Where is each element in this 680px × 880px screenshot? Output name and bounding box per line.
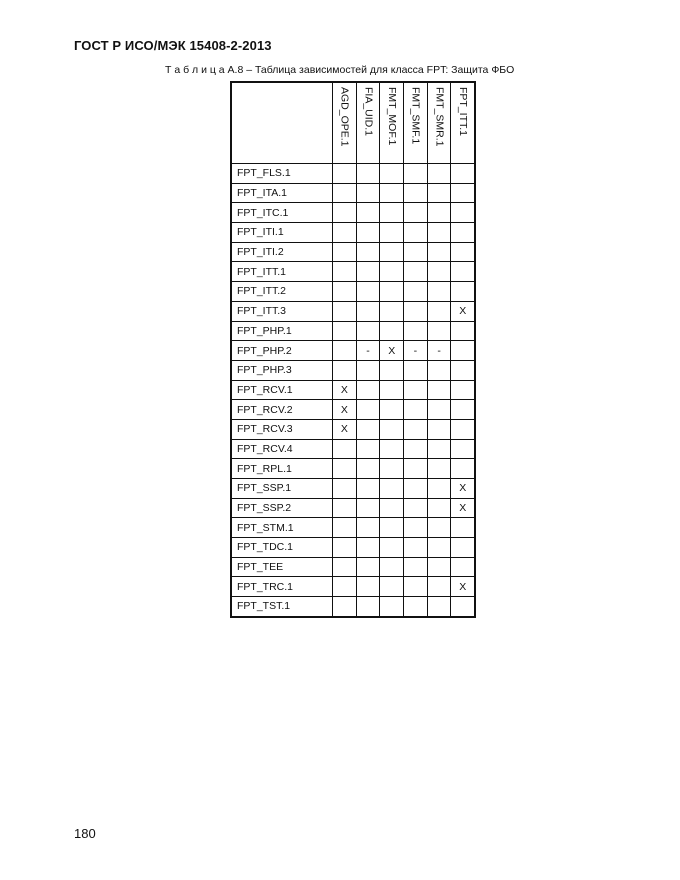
table-row: [231, 538, 475, 558]
dependency-cell: [333, 341, 357, 361]
dependency-cell: X: [333, 400, 357, 420]
dependency-cell: [427, 203, 451, 223]
dependency-cell: [451, 597, 475, 617]
dependency-cell: [356, 203, 380, 223]
dependency-cell: [451, 242, 475, 262]
dependency-cell: [333, 301, 357, 321]
row-label: FPT_PHP.2: [231, 341, 333, 361]
dependency-cell: [427, 419, 451, 439]
dependency-cell: [404, 538, 428, 558]
dependency-cell: [404, 380, 428, 400]
dependency-cell: [427, 360, 451, 380]
dependency-cell: [404, 400, 428, 420]
table-row: [231, 479, 475, 499]
dependency-cell: [333, 597, 357, 617]
dependency-cell: [427, 577, 451, 597]
dependency-cell: [380, 282, 404, 302]
dependency-cell: [427, 282, 451, 302]
dependency-cell: [380, 164, 404, 184]
dependency-cell: X: [451, 577, 475, 597]
dependency-cell: [404, 577, 428, 597]
dependency-cell: [333, 498, 357, 518]
dependency-cell: [427, 400, 451, 420]
dependency-cell: [356, 301, 380, 321]
column-header-label: FMT_SMF.1: [409, 87, 422, 145]
table-row: [231, 262, 475, 282]
row-label: FPT_ITA.1: [231, 183, 333, 203]
dependency-cell: [451, 341, 475, 361]
column-header: [404, 82, 428, 164]
dependency-cell: [356, 242, 380, 262]
column-header-label: FMT_SMR.1: [433, 87, 446, 147]
dependency-cell: [356, 419, 380, 439]
dependency-cell: [427, 164, 451, 184]
dependency-cell: [427, 223, 451, 243]
dependency-cell: [356, 518, 380, 538]
row-label: FPT_RPL.1: [231, 459, 333, 479]
dependency-cell: [451, 282, 475, 302]
column-header-label: AGD_OPE.1: [338, 87, 351, 147]
dependency-cell: [404, 479, 428, 499]
row-label: FPT_RCV.1: [231, 380, 333, 400]
table-row: [231, 203, 475, 223]
dependency-cell: [380, 479, 404, 499]
table-row: [231, 577, 475, 597]
dependency-cell: [427, 380, 451, 400]
row-label: FPT_PHP.3: [231, 360, 333, 380]
dependency-cell: [333, 183, 357, 203]
table-row: [231, 360, 475, 380]
row-label: FPT_SSP.1: [231, 479, 333, 499]
document-header: ГОСТ Р ИСО/МЭК 15408-2-2013: [74, 38, 272, 53]
dependency-cell: [333, 459, 357, 479]
dependency-cell: [404, 518, 428, 538]
dependency-cell: [356, 597, 380, 617]
table-row: [231, 439, 475, 459]
row-label: FPT_ITC.1: [231, 203, 333, 223]
dependency-cell: [356, 498, 380, 518]
row-label: FPT_ITI.1: [231, 223, 333, 243]
dependency-cell: [333, 577, 357, 597]
dependency-cell: [333, 439, 357, 459]
dependency-cell: [404, 459, 428, 479]
dependency-cell: [380, 597, 404, 617]
table-row: [231, 341, 475, 361]
dependency-cell: [333, 538, 357, 558]
row-label: FPT_ITT.2: [231, 282, 333, 302]
column-header-label: FPT_ITT.1: [457, 87, 470, 137]
dependency-cell: [380, 577, 404, 597]
dependency-cell: [427, 597, 451, 617]
row-label: FPT_FLS.1: [231, 164, 333, 184]
row-label: FPT_ITI.2: [231, 242, 333, 262]
header-row: [231, 82, 475, 164]
dependency-cell: [333, 262, 357, 282]
dependency-cell: [380, 380, 404, 400]
dependency-cell: [380, 518, 404, 538]
table-row: [231, 459, 475, 479]
dependency-cell: [333, 557, 357, 577]
dependency-cell: [380, 419, 404, 439]
dependency-cell: [451, 380, 475, 400]
row-label: FPT_TEE: [231, 557, 333, 577]
dependency-cell: [427, 242, 451, 262]
dependency-cell: [333, 164, 357, 184]
dependency-cell: [380, 498, 404, 518]
dependency-cell: [427, 301, 451, 321]
dependency-cell: [356, 282, 380, 302]
dependency-cell: [380, 459, 404, 479]
dependency-cell: [451, 400, 475, 420]
table-row: [231, 282, 475, 302]
dependency-cell: [404, 282, 428, 302]
dependency-cell: [356, 400, 380, 420]
dependency-cell: [380, 439, 404, 459]
table-row: [231, 183, 475, 203]
dependency-cell: [333, 518, 357, 538]
dependency-cell: [404, 321, 428, 341]
column-header: [427, 82, 451, 164]
row-label: FPT_TRC.1: [231, 577, 333, 597]
dependency-cell: [427, 262, 451, 282]
dependency-cell: [404, 183, 428, 203]
dependency-cell: [404, 262, 428, 282]
column-header: [380, 82, 404, 164]
dependency-cell: [356, 262, 380, 282]
dependency-cell: [333, 223, 357, 243]
dependency-cell: [427, 321, 451, 341]
dependency-cell: [404, 360, 428, 380]
dependency-cell: [427, 459, 451, 479]
dependency-cell: [427, 439, 451, 459]
dependency-cell: [333, 360, 357, 380]
row-label: FPT_RCV.4: [231, 439, 333, 459]
dependency-cell: X: [333, 380, 357, 400]
dependency-cell: [451, 321, 475, 341]
dependency-cell: [451, 538, 475, 558]
dependency-cell: X: [451, 498, 475, 518]
dependency-cell: [404, 164, 428, 184]
dependency-cell: [451, 459, 475, 479]
dependency-cell: [356, 321, 380, 341]
dependency-cell: [356, 164, 380, 184]
dependency-cell: [333, 282, 357, 302]
column-header: [333, 82, 357, 164]
dependency-cell: [404, 301, 428, 321]
dependency-cell: [356, 380, 380, 400]
dependency-cell: X: [451, 479, 475, 499]
dependency-cell: [356, 577, 380, 597]
dependency-cell: [404, 242, 428, 262]
dependency-cell: [427, 183, 451, 203]
dependency-cell: [451, 518, 475, 538]
dependency-cell: [333, 242, 357, 262]
dependency-cell: [427, 557, 451, 577]
dependency-cell: [451, 203, 475, 223]
table-row: [231, 400, 475, 420]
row-label: FPT_ITT.3: [231, 301, 333, 321]
dependency-cell: [356, 459, 380, 479]
table-row: [231, 419, 475, 439]
table-row: [231, 164, 475, 184]
dependency-cell: [404, 203, 428, 223]
dependency-cell: [451, 419, 475, 439]
row-label: FPT_SSP.2: [231, 498, 333, 518]
dependency-cell: [333, 479, 357, 499]
dependency-cell: [380, 400, 404, 420]
row-label: FPT_TDC.1: [231, 538, 333, 558]
dependency-cell: [356, 439, 380, 459]
dependency-cell: X: [333, 419, 357, 439]
dependency-cell: [356, 223, 380, 243]
dependency-cell: [356, 360, 380, 380]
dependency-cell: [380, 183, 404, 203]
column-header: [356, 82, 380, 164]
dependency-cell: X: [380, 341, 404, 361]
table-row: [231, 301, 475, 321]
table-row: [231, 380, 475, 400]
dependency-cell: [380, 262, 404, 282]
dependency-cell: [451, 223, 475, 243]
dependency-cell: [380, 242, 404, 262]
dependency-table: [230, 81, 476, 618]
table-row: [231, 223, 475, 243]
dependency-cell: [380, 223, 404, 243]
dependency-cell: [380, 360, 404, 380]
page-number: 180: [74, 826, 96, 841]
dependency-cell: [404, 557, 428, 577]
table-row: [231, 597, 475, 617]
column-header: [451, 82, 475, 164]
table-caption: Т а б л и ц а А.8 – Таблица зависимостей для класса FPT: Защита ФБО: [165, 64, 515, 76]
dependency-cell: -: [427, 341, 451, 361]
row-label: FPT_STM.1: [231, 518, 333, 538]
row-label: FPT_PHP.1: [231, 321, 333, 341]
dependency-cell: [380, 321, 404, 341]
dependency-cell: [427, 479, 451, 499]
row-label: FPT_ITT.1: [231, 262, 333, 282]
dependency-cell: [451, 262, 475, 282]
corner-cell: [231, 82, 333, 164]
dependency-cell: [404, 419, 428, 439]
dependency-cell: [404, 223, 428, 243]
dependency-cell: [451, 360, 475, 380]
dependency-cell: [404, 498, 428, 518]
table-row: [231, 557, 475, 577]
dependency-cell: [404, 597, 428, 617]
dependency-cell: [356, 479, 380, 499]
dependency-cell: -: [356, 341, 380, 361]
row-label: FPT_RCV.2: [231, 400, 333, 420]
column-header-label: FIA_UID.1: [362, 87, 375, 137]
row-label: FPT_RCV.3: [231, 419, 333, 439]
table-row: [231, 242, 475, 262]
dependency-cell: [333, 203, 357, 223]
dependency-cell: -: [404, 341, 428, 361]
table-row: [231, 321, 475, 341]
dependency-cell: [404, 439, 428, 459]
dependency-cell: [451, 439, 475, 459]
row-label: FPT_TST.1: [231, 597, 333, 617]
dependency-cell: [356, 183, 380, 203]
dependency-cell: [356, 557, 380, 577]
dependency-cell: [380, 301, 404, 321]
dependency-cell: [356, 538, 380, 558]
dependency-cell: [451, 164, 475, 184]
dependency-cell: [451, 557, 475, 577]
table-row: [231, 518, 475, 538]
dependency-cell: [427, 518, 451, 538]
dependency-cell: [451, 183, 475, 203]
dependency-cell: [427, 498, 451, 518]
dependency-cell: [427, 538, 451, 558]
table-row: [231, 498, 475, 518]
column-header-label: FMT_MOF.1: [385, 87, 398, 146]
dependency-cell: [380, 203, 404, 223]
dependency-cell: [380, 538, 404, 558]
dependency-cell: X: [451, 301, 475, 321]
dependency-cell: [380, 557, 404, 577]
dependency-cell: [333, 321, 357, 341]
